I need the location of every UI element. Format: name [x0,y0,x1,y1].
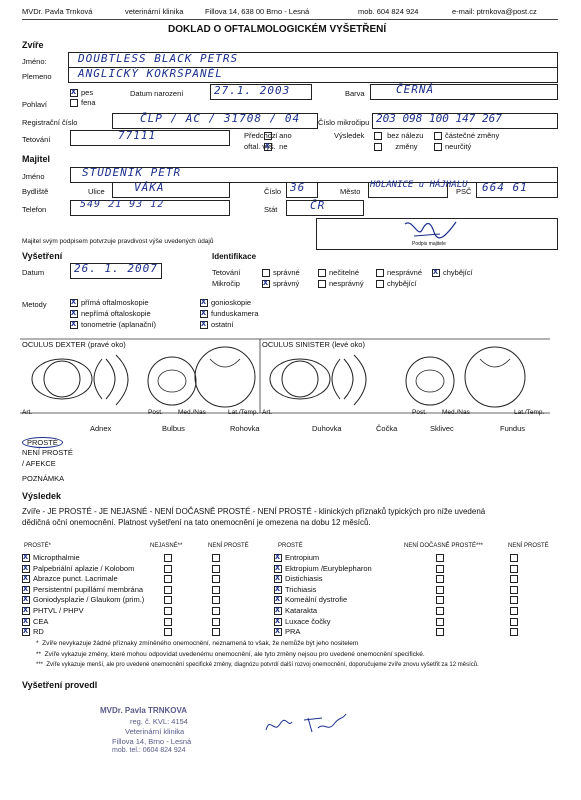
sex-male-option[interactable] [70,88,93,97]
right-disease-col3-cell[interactable] [510,585,521,594]
stamp-line5: mob. tel.: 0604 824 924 [112,747,186,754]
right-disease-col3-checkbox[interactable] [510,575,518,583]
left-disease-col3-checkbox[interactable] [212,575,220,583]
right-disease-col3-checkbox[interactable] [510,618,518,626]
os-cocka-shape [332,359,340,399]
right-disease-col2-cell[interactable] [436,553,447,562]
residence-label: Bydliště [22,187,49,196]
right-disease-col3-checkbox[interactable] [510,586,518,594]
chip-label: Číslo mikročipu [318,118,370,127]
header-clinic: veterinární klinika [125,7,184,16]
os-sklivec-shape [406,357,454,405]
right-disease-col2-cell[interactable] [436,574,447,583]
note-2-text: Zvíře vykazuje změny, které mohou odpovídat uvedenému onemocnění, ale tyto změny nejsou pro uvedené onemocnění specifické. [44,651,425,658]
performed-by-label: Vyšetření provedl [22,680,98,690]
left-disease-col3-cell[interactable] [212,627,223,636]
prev-exam-yes-text: ano [279,131,292,140]
os-duhovka-shape [270,359,330,399]
chip-incorrect[interactable] [318,279,364,288]
right-disease-col3-cell[interactable] [510,606,521,615]
right-header-0: PROSTÉ [278,543,303,549]
tattoo-incorrect-cb[interactable] [376,269,384,277]
chip-correct-cb[interactable] [262,280,270,288]
result-clear-text: bez nálezu [387,131,424,140]
prev-exam-no-text: ne [279,142,288,151]
prev-exam-yes-checkbox[interactable] [264,132,272,140]
os-med: Med./Nas [442,409,470,416]
signature-caption: Podpis majitele [412,241,446,247]
right-disease-col2-cell[interactable] [436,606,447,615]
color-label: Barva [345,89,365,98]
stamp-line1: MVDr. Pavla TRNKOVA [100,706,187,715]
color-value: ČERNÁ [396,83,435,96]
number-label: Číslo [264,187,282,196]
sex-label: Pohlaví [22,100,48,109]
right-disease-label: Katarakta [285,606,318,615]
left-disease-col2-checkbox[interactable] [164,586,172,594]
method-other[interactable] [200,320,234,329]
methods-label: Metody [22,300,47,309]
right-disease-label: Komeální dystrofie [285,595,348,605]
right-disease-col2-cell[interactable] [436,627,447,636]
os-label: OCULUS SINISTER (levé oko) [262,340,365,349]
result-label: Výsledek [334,131,365,140]
left-disease-col2-cell[interactable] [164,595,175,604]
right-disease-col3-checkbox[interactable] [510,628,518,636]
od-med: Med./Nas [178,409,206,416]
result-undetermined-text: neurčitý [445,142,472,151]
left-disease-col3-cell[interactable] [212,585,223,594]
note-2: ** Zvíře vykazuje změny, které mohou odpovídat uvedenému onemocnění, ale tyto změny nejsou pro uvedené onemocnění specifické. [36,651,425,658]
method-direct-text: přímá oftalmoskopie [81,298,149,307]
breed-label: Plemeno [22,72,52,81]
exam-date-value: 26. 1. 2007 [74,262,158,275]
left-disease-col3-checkbox[interactable] [212,554,220,562]
right-disease-row [274,617,330,626]
left-disease-col2-cell[interactable] [164,564,175,573]
tattoo-missing[interactable] [432,268,473,277]
left-disease-col3-cell[interactable] [212,553,223,562]
zip-value: 664 61 [482,181,528,194]
os-lat: Lat./Temp. [514,409,545,416]
right-disease-col2-cell[interactable] [436,585,447,594]
right-disease-col2-checkbox[interactable] [436,565,444,573]
tattoo-incorrect[interactable] [376,268,422,277]
struct-sklivec: Sklivec [430,424,454,433]
right-disease-col3-checkbox[interactable] [510,607,518,615]
method-direct[interactable] [70,298,149,307]
right-disease-col3-cell[interactable] [510,574,521,583]
prev-exam-yes[interactable] [264,131,292,140]
method-funduscam-cb[interactable] [200,310,208,318]
left-disease-col3-cell[interactable] [212,595,223,604]
right-disease-col3-cell[interactable] [510,627,521,636]
reg-label: Registrační číslo [22,118,78,127]
header-phone: mob. 604 824 924 [358,7,419,16]
sex-female-checkbox[interactable] [70,99,78,107]
right-disease-col2-cell[interactable] [436,564,447,573]
status-proste[interactable] [22,437,63,448]
result-changes-text: změny [395,142,418,151]
tattoo-illegible-cb[interactable] [318,269,326,277]
animal-name-label: Jméno: [22,57,47,66]
result-changes-checkbox[interactable] [374,143,382,151]
right-disease-col3-checkbox[interactable] [510,596,518,604]
method-direct-cb[interactable] [70,299,78,307]
chip-value: 203 098 100 147 267 [376,112,502,125]
left-disease-label: Palpebriální aplazie / Kolobom [33,563,135,573]
left-disease-col2-checkbox[interactable] [164,628,172,636]
left-disease-row [22,627,44,636]
left-disease-col3-cell[interactable] [212,564,223,573]
left-disease-col2-cell[interactable] [164,617,175,626]
os-art: Art. [262,409,273,416]
left-disease-col3-checkbox[interactable] [212,565,220,573]
right-disease-label: Distichiasis [285,574,323,584]
method-other-text: ostatní [211,320,234,329]
status-afekce: / AFEKCE [22,459,56,468]
left-disease-col3-checkbox[interactable] [212,607,220,615]
chip-missing-text: chybějící [387,279,417,288]
method-indirect-cb[interactable] [70,310,78,318]
left-disease-col2-cell[interactable] [164,627,175,636]
ident-chip-label: Mikročip [212,279,240,288]
od-adnex-shape [32,359,92,399]
chip-missing-cb[interactable] [376,280,384,288]
street-field[interactable] [112,182,230,198]
right-disease-label: Ektropium /Euryblepharon [285,563,372,573]
result-text-line2: dědičná oční onemocnění. Platnost vyšetření na tato onemocnění je omezena na dobu 12 měsíců. [22,518,371,527]
left-disease-row [22,595,144,604]
left-disease-label: RD [33,627,44,637]
right-disease-col2-checkbox[interactable] [436,628,444,636]
left-header-1: NEJASNÉ** [150,543,183,549]
result-opt-partial[interactable] [434,131,499,140]
right-disease-label: PRA [285,627,301,637]
method-funduscam-text: funduskamera [211,309,259,318]
owner-phone-value: 549 21 93 12 [80,199,165,210]
result-opt-changes[interactable] [374,142,418,151]
vet-signature [262,710,352,740]
right-header-1: NENÍ DOČASNĚ PROSTÉ*** [404,543,484,549]
method-tonometry-text: tonometrie (aplanační) [81,320,157,329]
note-1-text: Zvíře nevykazuje žádné příznaky zmíněného onemocnění, neznamená to však, že nemůže být jeho nositelem [42,640,359,647]
right-disease-col3-checkbox[interactable] [510,554,518,562]
reg-value: ČLP / AC / 31708 / 04 [140,112,301,125]
method-funduscam[interactable] [200,309,259,318]
left-disease-col2-cell[interactable] [164,606,175,615]
method-gonio[interactable] [200,298,251,307]
struct-fundus: Fundus [500,424,526,433]
number-value: 36 [290,181,306,194]
left-disease-col3-cell[interactable] [212,574,223,583]
left-header-0: PROSTÉ* [24,543,52,549]
os-post: Post. [412,409,427,416]
sex-male-checkbox[interactable] [70,89,78,97]
left-disease-label: Goniodysplazie / Glaukom (prim.) [33,595,145,605]
header-address: Fillova 14, 638 00 Brno - Lesná [205,7,310,16]
result-text-line1: Zvíře - JE PROSTÉ - JE NEJASNÉ - NENÍ DOČASNĚ PROSTÉ - NENÍ PROSTÉ - klinických příznaků typických pro níže uvedená [22,507,486,516]
right-disease-col2-checkbox[interactable] [436,575,444,583]
stamp-line2: reg. č. KVL: 4154 [130,717,188,726]
right-disease-col2-cell[interactable] [436,595,447,604]
left-disease-col2-cell[interactable] [164,553,175,562]
left-disease-row [22,606,84,615]
left-disease-col2-checkbox[interactable] [164,607,172,615]
struct-adnex: Adnex [90,424,112,433]
od-bulbus-shape [94,359,102,399]
result-partial-text: částečné změny [445,131,500,140]
od-lat: Lat./Temp. [228,409,259,416]
right-disease-row [274,564,372,573]
method-tonometry[interactable] [70,320,156,329]
owner-name-label: Jméno [22,172,45,181]
sex-male-text: pes [81,88,94,97]
sex-female-text: fena [81,98,96,107]
tattoo-correct-cb[interactable] [262,269,270,277]
right-disease-col2-checkbox[interactable] [436,607,444,615]
method-gonio-text: gonioskopie [211,298,252,307]
left-disease-col3-checkbox[interactable] [212,586,220,594]
od-fundus-shape [195,347,255,407]
owner-signature [400,216,460,244]
exam-section-title: Vyšetření [22,251,63,261]
stamp-line4: Fillova 14, Brno - Lesná [112,737,192,746]
status-proste-text: PROSTÉ [27,438,58,447]
animal-section-title: Zvíře [22,40,44,50]
left-disease-label: Micropthalmie [33,553,80,562]
left-disease-row [22,564,134,573]
chip-incorrect-cb[interactable] [318,280,326,288]
state-label: Stát [264,205,278,214]
status-neni-proste[interactable]: NENÍ PROSTÉ [22,448,73,457]
result-clear-checkbox[interactable] [374,132,382,140]
left-disease-proste-checkbox[interactable] [22,628,30,636]
owner-phone-label: Telefon [22,205,47,214]
chip-correct[interactable] [262,279,299,288]
chip-incorrect-text: nesprávný [329,279,364,288]
city-value: HOLANICE u HÁJHALU [370,180,468,190]
left-disease-row [22,553,80,562]
right-disease-col3-cell[interactable] [510,564,521,573]
tattoo-value: 77111 [118,129,157,142]
left-disease-col2-cell[interactable] [164,574,175,583]
zip-label: PSČ [456,187,472,196]
result-section-title: Výsledek [22,491,62,501]
right-disease-row [274,627,300,636]
note-1: * Zvíře nevykazuje žádné příznaky zmíněného onemocnění, neznamená to však, že nemůže být jeho nositelem [36,640,359,647]
od-art: Art. [22,409,33,416]
owner-name-value: STUDENIK PETR [82,166,182,179]
method-indirect[interactable] [70,309,151,318]
right-disease-col2-checkbox[interactable] [436,596,444,604]
result-opt-clear[interactable] [374,131,423,140]
tattoo-illegible-text: nečitelné [329,268,360,277]
street-value: VÁKA [134,181,165,194]
left-disease-col2-checkbox[interactable] [164,554,172,562]
left-disease-col3-checkbox[interactable] [212,618,220,626]
left-disease-col2-checkbox[interactable] [164,618,172,626]
left-disease-col3-cell[interactable] [212,617,223,626]
tattoo-label: Tetování [22,135,51,144]
tattoo-correct-text: správné [273,268,300,277]
prev-exam-label2: oftal. vyš. [244,142,276,151]
tattoo-missing-text: chybějící [443,268,473,277]
chip-correct-text: správný [273,279,300,288]
os-fundus-shape [465,347,525,407]
left-disease-label: PHTVL / PHPV [33,606,84,615]
prev-exam-no[interactable] [264,142,288,151]
exam-date-label: Datum [22,268,45,277]
left-disease-row [22,585,143,594]
state-value: ČR [310,199,326,212]
struct-bulbus: Bulbus [162,424,185,433]
chip-missing[interactable] [376,279,417,288]
street-label: Ulice [88,187,105,196]
tattoo-illegible[interactable] [318,268,359,277]
city-label: Město [340,187,361,196]
header-doctor: MVDr. Pavla Trnková [22,7,93,16]
right-disease-col3-cell[interactable] [510,595,521,604]
right-disease-col2-cell[interactable] [436,617,447,626]
left-disease-col3-checkbox[interactable] [212,628,220,636]
right-disease-col3-cell[interactable] [510,617,521,626]
right-disease-row [274,585,316,594]
ident-label: Identifikace [212,252,257,261]
tattoo-correct[interactable] [262,268,300,277]
dob-value: 27.1. 2003 [214,84,291,97]
right-disease-row [274,553,319,562]
prev-exam-label: Předchozí [244,131,278,140]
left-disease-label: Persistentní pupillární membrána [33,584,144,594]
right-disease-col2-checkbox[interactable] [436,618,444,626]
left-disease-col3-cell[interactable] [212,606,223,615]
method-other-cb[interactable] [200,321,208,329]
right-disease-row [274,606,317,615]
right-disease-proste-checkbox[interactable] [274,628,282,636]
left-disease-label: CEA [33,616,49,626]
right-disease-label: Luxace čočky [285,616,331,626]
header-divider [22,19,558,20]
eye-diagram [20,337,560,419]
result-opt-undetermined[interactable] [434,142,471,151]
right-disease-col3-cell[interactable] [510,553,521,562]
breed-value: ANGLICKÝ KOKRŠPANĚL [78,67,223,80]
result-partial-checkbox[interactable] [434,132,442,140]
od-label: OCULUS DEXTER (pravé oko) [22,340,126,349]
struct-duhovka: Duhovka [312,424,342,433]
right-disease-label: Entropium [285,553,320,562]
header-email: e-mail: ptrnkova@post.cz [452,7,537,16]
left-disease-col3-checkbox[interactable] [212,596,220,604]
animal-name-value: DOUBTLESS BLACK PETRS [78,52,239,65]
note-3-text: Zvíře vykazuje menší, ale pro uvedené onemocnění specifické změny, diagnózu potvrdí další rozvoj onemocnění, doporučujeme zvíře znovu vyšetřit za 12 měsíců. [46,662,479,668]
od-rohovka-shape [148,357,196,405]
tattoo-incorrect-text: nesprávné [387,268,423,277]
result-undetermined-checkbox[interactable] [434,143,442,151]
ident-tattoo-label: Tetování [212,268,241,277]
left-disease-col2-checkbox[interactable] [164,575,172,583]
tattoo-missing-cb[interactable] [432,269,440,277]
prev-exam-no-checkbox[interactable] [264,143,272,151]
method-tonometry-cb[interactable] [70,321,78,329]
right-disease-row [274,574,323,583]
struct-rohovka: Rohovka [230,424,260,433]
right-disease-label: Trichiasis [285,584,317,594]
left-disease-col2-checkbox[interactable] [164,596,172,604]
page-title: DOKLAD O OFTALMOLOGICKÉM VYŠETŘENÍ [168,24,387,35]
left-disease-col2-checkbox[interactable] [164,565,172,573]
stamp-line3: Veterinární klinika [125,727,185,736]
owner-confirm-text: Majitel svým podpisem potvrzuje pravdivost výše uvedených údajů [22,238,214,245]
right-disease-col3-checkbox[interactable] [510,565,518,573]
left-disease-label: Abrazce punct. Lacrimale [33,574,118,584]
dob-label: Datum narození [130,89,184,98]
owner-section-title: Majitel [22,154,51,164]
left-disease-col2-cell[interactable] [164,585,175,594]
method-indirect-text: nepřímá oftaloskopie [81,309,151,318]
sex-female-option[interactable] [70,98,96,107]
struct-cocka: Čočka [376,424,398,433]
right-header-2: NENÍ PROSTÉ [508,543,549,549]
right-disease-col2-checkbox[interactable] [436,554,444,562]
od-post: Post. [148,409,163,416]
status-poznamka: POZNÁMKA [22,474,65,483]
left-header-2: NENÍ PROSTÉ [208,543,249,549]
right-disease-row [274,595,347,604]
right-disease-col2-checkbox[interactable] [436,586,444,594]
left-disease-row [22,574,118,583]
note-3: *** Zvíře vykazuje menší, ale pro uvedené onemocnění specifické změny, diagnózu potvrdí další rozvoj onemocnění, doporučujeme zvíře znovu vyšetřit za 12 měsíců. [36,662,479,668]
method-gonio-cb[interactable] [200,299,208,307]
